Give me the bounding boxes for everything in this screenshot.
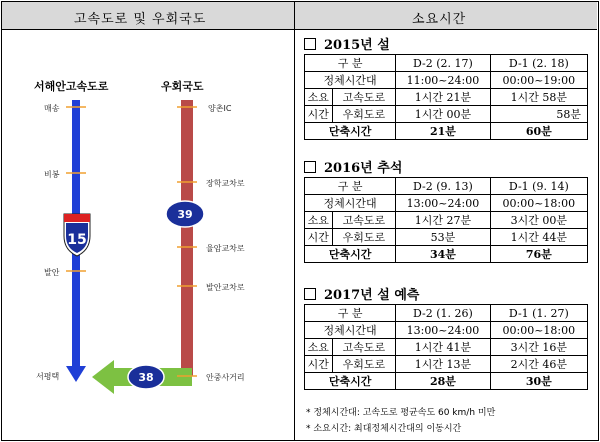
row-label: 정체시간대 — [305, 322, 396, 339]
travel-time-table — [304, 177, 588, 263]
highway-label: 서해안고속도로 — [34, 80, 109, 93]
group-label: 소요 — [305, 212, 333, 229]
row-label: 단축시간 — [305, 123, 396, 140]
table-cell: 1시간 44분 — [490, 229, 587, 246]
route-39-shield-icon — [166, 201, 204, 227]
checkbox-square-icon — [304, 161, 316, 173]
route-38-number: 38 — [138, 371, 154, 384]
table-row — [305, 55, 588, 72]
row-label: 단축시간 — [305, 373, 396, 390]
table-cell: 34분 — [396, 246, 491, 263]
table-cell: 13:00~24:00 — [396, 322, 491, 339]
table-cell: 00:00~18:00 — [490, 322, 587, 339]
row-label: 고속도로 — [332, 339, 396, 356]
table-row — [305, 212, 588, 229]
checkbox-square-icon — [304, 38, 316, 50]
travel-time-table — [304, 54, 588, 140]
table-cell: 00:00~19:00 — [490, 72, 587, 89]
header-cell: 구 분 — [305, 55, 396, 72]
route-15-number: 15 — [67, 232, 87, 248]
bypass-stop-label: 율암교차로 — [206, 244, 245, 253]
table-cell: 1시간 21분 — [396, 89, 491, 106]
row-label: 우회도로 — [332, 229, 396, 246]
table-row — [305, 106, 588, 123]
bypass-stop-label: 양촌IC — [208, 104, 232, 113]
highway-arrowhead — [66, 366, 86, 382]
highway-stop-label: 발안 — [44, 268, 60, 277]
table-row — [305, 373, 588, 390]
row-label: 정체시간대 — [305, 195, 396, 212]
table-row — [305, 89, 588, 106]
table-cell: 1시간 27분 — [396, 212, 491, 229]
table-cell: 76분 — [490, 246, 587, 263]
header-cell: D-1 (2. 18) — [490, 55, 587, 72]
section-title: 2015년 설 — [304, 34, 390, 53]
route-39-number: 39 — [177, 208, 193, 221]
row-label: 고속도로 — [332, 89, 396, 106]
section-title: 2016년 추석 — [304, 157, 402, 176]
table-row — [305, 356, 588, 373]
row-label: 우회도로 — [332, 356, 396, 373]
left-header-title: 고속도로 및 우회국도 — [74, 12, 207, 27]
table-cell: 1시간 13분 — [396, 356, 491, 373]
table-row — [305, 322, 588, 339]
table-row — [305, 72, 588, 89]
table-cell: 1시간 00분 — [396, 106, 491, 123]
header-cell: 구 분 — [305, 305, 396, 322]
section-title: 2017년 설 예측 — [304, 284, 419, 303]
highway-stop-label: 매송 — [44, 104, 60, 113]
table-cell: 58분 — [490, 106, 587, 123]
table-cell: 60분 — [490, 123, 587, 140]
row-label: 정체시간대 — [305, 72, 396, 89]
table-cell: 11:00~24:00 — [396, 72, 491, 89]
header-cell: D-2 (9. 13) — [396, 178, 491, 195]
column-divider — [294, 1, 295, 440]
table-cell: 30분 — [490, 373, 587, 390]
route-15-shield-icon — [64, 214, 90, 256]
row-label: 우회도로 — [332, 106, 396, 123]
table-row — [305, 246, 588, 263]
table-row — [305, 195, 588, 212]
table-cell: 28분 — [396, 373, 491, 390]
table-row — [305, 178, 588, 195]
bypass-stop-label: 장학교차로 — [206, 179, 245, 188]
table-row — [305, 229, 588, 246]
bypass-stop-label: 안중사거리 — [206, 373, 245, 382]
table-row — [305, 123, 588, 140]
table-row — [305, 305, 588, 322]
travel-time-table — [304, 304, 588, 390]
table-cell: 1시간 58분 — [490, 89, 587, 106]
footnote: * 소요시간: 최대정체시간대의 이동시간 — [306, 424, 462, 434]
highway-stop-label: 서평택 — [36, 372, 60, 381]
table-cell: 3시간 00분 — [490, 212, 587, 229]
group-label: 소요 — [305, 89, 333, 106]
group-label: 시간 — [305, 356, 333, 373]
highway-stop-label: 비봉 — [44, 170, 60, 179]
bypass-label: 우회국도 — [161, 80, 204, 93]
bypass-arrowhead — [92, 360, 114, 394]
footnote: * 정체시간대: 고속도로 평균속도 60 km/h 미만 — [306, 408, 496, 418]
route-38-shield-icon — [128, 365, 164, 389]
table-cell: 21분 — [396, 123, 491, 140]
header-cell: D-1 (9. 14) — [490, 178, 587, 195]
table-cell: 3시간 16분 — [490, 339, 587, 356]
table-cell: 2시간 46분 — [490, 356, 587, 373]
row-label: 단축시간 — [305, 246, 396, 263]
table-cell: 00:00~18:00 — [490, 195, 587, 212]
header-cell: D-2 (2. 17) — [396, 55, 491, 72]
right-header-title: 소요시간 — [412, 12, 467, 27]
header-cell: D-2 (1. 26) — [396, 305, 491, 322]
group-label: 시간 — [305, 229, 333, 246]
row-label: 고속도로 — [332, 212, 396, 229]
group-label: 소요 — [305, 339, 333, 356]
group-label: 시간 — [305, 106, 333, 123]
bypass-line — [181, 100, 193, 376]
bypass-stop-label: 발안교차로 — [206, 283, 245, 292]
table-cell: 1시간 41분 — [396, 339, 491, 356]
table-cell: 53분 — [396, 229, 491, 246]
table-row — [305, 339, 588, 356]
checkbox-square-icon — [304, 288, 316, 300]
header-cell: 구 분 — [305, 178, 396, 195]
table-cell: 13:00~24:00 — [396, 195, 491, 212]
header-cell: D-1 (1. 27) — [490, 305, 587, 322]
